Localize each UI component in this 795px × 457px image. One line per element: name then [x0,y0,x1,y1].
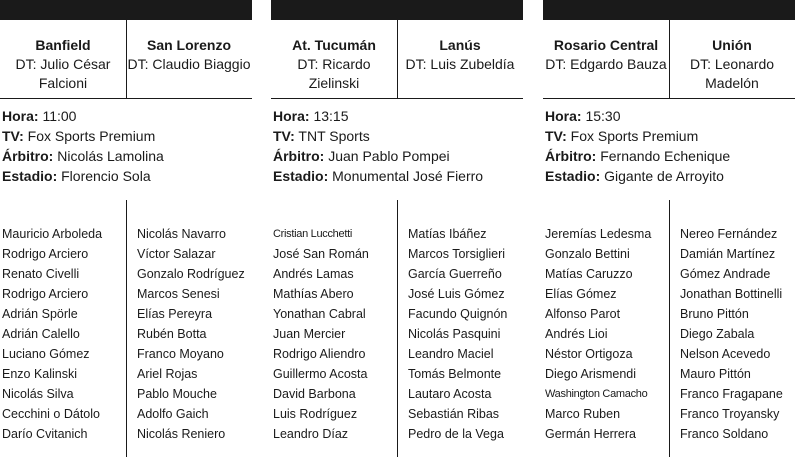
tv-channel-row [2,126,250,146]
roster-divider [397,200,398,457]
teams-underline [271,98,523,99]
tv-channel-row [545,126,793,146]
home-roster [273,224,397,444]
list-item: Facundo Quignón [408,307,508,321]
list-item: Mathías Abero [273,287,354,301]
home-team [543,20,669,98]
list-item: Andrés Lamas [273,267,354,281]
stadium-value: Florencio Sola [61,168,151,184]
list-item: Germán Herrera [545,427,636,441]
header-bar [0,0,252,20]
away-roster [137,224,261,444]
list-item: Diego Zabala [680,327,755,341]
list-item: Jonathan Bottinelli [680,287,783,301]
list-item: Nicolás Pasquini [408,327,501,341]
list-item: Nicolás Reniero [137,427,226,441]
referee-value: Fernando Echenique [600,148,731,164]
match-info [2,106,250,186]
kickoff-time-label: Hora: [273,108,310,124]
list-item: José San Román [273,247,369,261]
list-item: Jeremías Ledesma [545,227,652,241]
list-item: Darío Cvitanich [2,427,88,441]
list-item: Lautaro Acosta [408,387,492,401]
list-item: Luciano Gómez [2,347,90,361]
list-item: Leandro Maciel [408,347,494,361]
list-item: Franco Soldano [680,427,769,441]
home-team-coach: DT: Julio César Falcioni [15,56,111,91]
list-item: Mauricio Arboleda [2,227,103,241]
match-info [273,106,521,186]
list-item: Nicolás Silva [2,387,74,401]
referee-value: Nicolás Lamolina [57,148,164,164]
tv-channel-label: TV: [545,128,567,144]
list-item: Renato Civelli [2,267,80,281]
away-team-coach: DT: Claudio Biaggio [127,56,251,72]
list-item: Franco Fragapane [680,387,783,401]
kickoff-time-label: Hora: [2,108,39,124]
list-item: Pablo Mouche [137,387,217,401]
kickoff-time-value: 15:30 [585,108,621,124]
stadium-row [273,166,521,186]
away-team [669,20,795,98]
tv-channel-value: TNT Sports [298,128,370,144]
home-roster [545,224,669,444]
list-item: Cristian Lucchetti [273,228,352,240]
list-item: Gonzalo Bettini [545,247,630,261]
match-info [545,106,793,186]
list-item: Ariel Rojas [137,367,198,381]
list-item: Elías Pereyra [137,307,213,321]
kickoff-time-value: 11:00 [42,108,77,124]
stadium-row [545,166,793,186]
list-item: Marcos Torsiglieri [408,247,506,261]
tv-channel-value: Fox Sports Premium [570,128,699,144]
tv-channel-value: Fox Sports Premium [27,128,156,144]
list-item: Nelson Acevedo [680,347,771,361]
list-item: Víctor Salazar [137,247,216,261]
header-bar [543,0,795,20]
home-team-coach: DT: Ricardo Zielinski [297,56,371,91]
referee-label: Árbitro: [2,148,54,164]
kickoff-time-label: Hora: [545,108,582,124]
list-item: José Luis Gómez [408,287,505,301]
match-card-3 [543,0,795,457]
list-item: Diego Arismendi [545,367,637,381]
list-item: Franco Moyano [137,347,224,361]
list-item: Bruno Pittón [680,307,749,321]
list-item: Andrés Lioi [545,327,608,341]
kickoff-time-value: 13:15 [313,108,349,124]
list-item: Gonzalo Rodríguez [137,267,245,281]
list-item: Enzo Kalinski [2,367,78,381]
roster-divider [126,200,127,457]
referee-value: Juan Pablo Pompei [328,148,450,164]
tv-channel-label: TV: [2,128,24,144]
home-team-name: Banfield [35,37,91,53]
list-item: Mauro Pittón [680,367,751,381]
stadium-row [2,166,250,186]
match-card-1 [0,0,252,457]
list-item: Rubén Botta [137,327,207,341]
home-team-coach: DT: Edgardo Bauza [545,56,667,72]
stadium-label: Estadio: [545,168,601,184]
list-item: Nereo Fernández [680,227,778,241]
stadium-value: Monumental José Fierro [332,168,484,184]
list-item: Damián Martínez [680,247,776,261]
teams-underline [543,98,795,99]
away-team-coach: DT: Leonardo Madelón [689,56,775,91]
list-item: Yonathan Cabral [273,307,366,321]
teams-divider [669,20,670,98]
home-team [271,20,397,98]
away-team [397,20,523,98]
list-item: Pedro de la Vega [408,427,504,441]
tv-channel-label: TV: [273,128,295,144]
teams-divider [397,20,398,98]
away-team [126,20,252,98]
list-item: Adolfo Gaich [137,407,209,421]
list-item: Leandro Díaz [273,427,349,441]
kickoff-time-row [2,106,250,126]
list-item: Alfonso Parot [545,307,621,321]
home-team-name: At. Tucumán [292,37,376,53]
referee-label: Árbitro: [273,148,325,164]
list-item: Rodrigo Aliendro [273,347,366,361]
list-item: Adrián Spörle [2,307,78,321]
list-item: Juan Mercier [273,327,346,341]
list-item: Matías Ibáñez [408,227,487,241]
home-team-name: Rosario Central [553,37,659,53]
stadium-label: Estadio: [273,168,329,184]
teams-divider [126,20,127,98]
away-team-name: Unión [712,37,752,53]
roster-divider [669,200,670,457]
list-item: Gómez Andrade [680,267,771,281]
list-item: Guillermo Acosta [273,367,368,381]
stadium-value: Gigante de Arroyito [604,168,724,184]
away-team-coach: DT: Luis Zubeldía [405,56,515,72]
header-bar [271,0,523,20]
home-team [0,20,126,98]
kickoff-time-row [545,106,793,126]
list-item: Marcos Senesi [137,287,220,301]
list-item: Washington Camacho [545,388,648,400]
teams-underline [0,98,252,99]
away-roster [408,224,532,444]
list-item: Marco Ruben [545,407,621,421]
referee-row [273,146,521,166]
list-item: Rodrigo Arciero [2,247,89,261]
list-item: Sebastián Ribas [408,407,500,421]
away-roster [680,224,795,444]
away-team-name: Lanús [439,37,481,53]
list-item: Tomás Belmonte [408,367,502,381]
list-item: Franco Troyansky [680,407,780,421]
home-roster [2,224,126,444]
list-item: Rodrigo Arciero [2,287,89,301]
list-item: Néstor Ortigoza [545,347,633,361]
list-item: García Guerreño [408,267,502,281]
list-item: Cecchini o Dátolo [2,407,100,421]
referee-label: Árbitro: [545,148,597,164]
list-item: Adrián Calello [2,327,80,341]
stadium-label: Estadio: [2,168,58,184]
match-card-2 [271,0,523,457]
list-item: David Barbona [273,387,356,401]
referee-row [545,146,793,166]
list-item: Matías Caruzzo [545,267,633,281]
away-team-name: San Lorenzo [146,37,231,53]
kickoff-time-row [273,106,521,126]
referee-row [2,146,250,166]
list-item: Nicolás Navarro [137,227,226,241]
list-item: Elías Gómez [545,287,617,301]
list-item: Luis Rodríguez [273,407,358,421]
tv-channel-row [273,126,521,146]
